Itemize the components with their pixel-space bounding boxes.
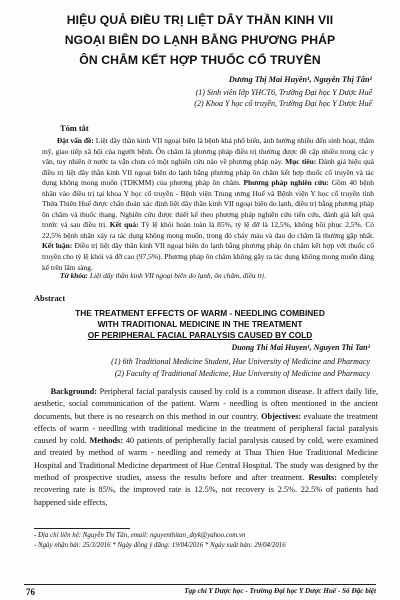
- affiliation-line: (2) Faculty of Traditional Medicine, Hue University of Medicine and Pharmacy: [114, 369, 370, 378]
- abstract-label: Kết quả:: [109, 220, 139, 230]
- english-abstract-heading: Abstract: [34, 294, 66, 303]
- english-title-line: WITH TRADITIONAL MEDICINE IN THE TREATMENT: [97, 319, 303, 330]
- english-title-line: OF PERIPHERAL FACIAL PARALYSIS CAUSED BY COLD: [87, 330, 313, 341]
- abstract-text: Đánh giá hiệu quả điều trị liệt dây thần kinh VII ngoại biên do lạnh bằng phương pháp ôn châm kết hợp thuốc cổ truyền và tác dụng không mong muốn (TDKMM) của phương pháp ôn châm.: [42, 157, 374, 188]
- english-abstract: [34, 386, 378, 509]
- abstract-text: Liệt dây thần kinh VII ngoại biên là bệnh khá phổ biến, ảnh hưởng nhiều đến sinh hoạt, thẩm mỹ, giao tiếp xã hội của người bệnh. Ôn châm là phương pháp điều trị thường được đề cập nhiều trong các y văn, tuy nhiên ở nước ta vẫn chưa có một nghiên cứu nào về phương pháp này.: [42, 136, 374, 167]
- abstract-label: Đặt vấn đề:: [56, 136, 94, 145]
- footer-divider: [24, 584, 376, 585]
- vietnamese-title-line: HIỆU QUẢ ĐIỀU TRỊ LIỆT DÂY THẦN KINH VII: [66, 13, 334, 27]
- abstract-label: Methods:: [89, 436, 124, 446]
- vietnamese-title-line: ÔN CHÂM KẾT HỢP THUỐC CỔ TRUYỀN: [79, 53, 321, 67]
- abstract-text: Điều trị liệt dây thần kinh VII ngoại biên do lạnh bằng phương pháp ôn châm kết hợp với thuốc cổ truyền cho tỷ lệ khỏi và đỡ cao (97,5%). Phương pháp ôn châm không gây ra tác dụng không mong muốn đáng kể trên lâm sàng.: [42, 241, 374, 272]
- vietnamese-affiliations: [112, 87, 372, 109]
- vietnamese-authors: Dương Thị Mai Huyền¹, Nguyễn Thị Tân²: [228, 75, 372, 84]
- page-number: 76: [26, 587, 35, 597]
- abstract-text: completely recovering rate is 85%, the improved rate is 12.5%, not recovery is 2.5%. 22.5% of patients had happened side effects,: [34, 473, 379, 507]
- abstract-text: evaluate the treatment effects of warm - needling with traditional medicine in the treatment of peripheral facial paralysis caused by cold.: [34, 411, 379, 446]
- affiliation-line: (1) Sinh viên lớp YHCT6, Trường Đại học Y Dược Huế: [195, 88, 372, 97]
- affiliation-line: (2) Khoa Y học cổ truyền, Trường Đại học Y Dược Huế: [194, 99, 372, 108]
- keywords-label: Từ khóa:: [60, 271, 89, 280]
- footnote-divider: [34, 528, 130, 529]
- footnote-dates: - Ngày nhận bài: 25/3/2016 * Ngày đồng ý đăng: 19/04/2016 * Ngày xuất bản: 29/04/2016: [34, 542, 286, 549]
- abstract-label: Mục tiêu:: [285, 157, 317, 167]
- abstract-label: Background:: [50, 387, 98, 396]
- vietnamese-abstract: [42, 136, 374, 273]
- vietnamese-abstract-heading: Tóm tắt: [60, 124, 89, 133]
- abstract-label: Objectives:: [261, 411, 302, 421]
- abstract-label: Results:: [308, 473, 338, 483]
- affiliation-line: (1) 6th Traditional Medicine Student, Hue University of Medicine and Pharmacy: [111, 357, 370, 366]
- english-title: [20, 308, 380, 342]
- abstract-label: Kết luận:: [42, 241, 73, 251]
- footnote-contact: - Địa chỉ liên hệ: Nguyễn Thị Tân, email: nguyenthitan_dtyk@yahoo.com.vn: [34, 532, 246, 539]
- english-title-line: THE TREATMENT EFFECTS OF WARM - NEEDLING COMBINED: [75, 308, 325, 318]
- journal-footer: Tạp chí Y Dược học - Trường Đại học Y Dược Huế - Số Đặc biệt: [184, 587, 376, 595]
- abstract-text: Gồm 40 bệnh nhân vào điều trị tại khoa Y học cổ truyền - Bệnh viện Trung ương Huế và Bệnh viện Y học cổ truyền tỉnh Thừa Thiên Huế được chẩn đoán xác định liệt dây thần kinh VII ngoại biên do lạnh, điều trị bằng phương pháp ôn châm và thuốc thang. Nghiên cứu được thiết kế theo phương pháp nghiên cứu tiến cứu, đánh giá kết quả trước và sau điều trị.: [42, 178, 374, 230]
- abstract-text: 40 patients of peripherally facial paralysis caused by cold, were examined and treated by method of warm - needling and remedy at Thua Thien Hue Traditional Medicine Hospital and Traditional Medicine department of Hue Central Hospital. The study was designed by the method of prospective studies, assess the results before and after treatment.: [34, 436, 378, 483]
- abstract-label: Phương pháp nghiên cứu:: [243, 178, 329, 188]
- english-affiliations: [40, 356, 370, 380]
- vietnamese-title-line: NGOẠI BIÊN DO LẠNH BẰNG PHƯƠNG PHÁP: [64, 33, 336, 47]
- abstract-text: Tỷ lệ khỏi hoàn toàn là 85%, tỷ lệ đỡ là 12,5%, không hồi phục 2,5%. Có 22,5% bệnh nhân xảy ra tác dụng không mong muốn, trong đó chảy máu và đau do châm là thường gặp nhất.: [42, 220, 375, 240]
- keywords-text: Liệt dây thần kinh VII ngoại biên do lạnh, ôn châm, điều trị.: [88, 271, 267, 280]
- english-authors: Duong Thi Mai Huyen¹, Nguyen Thi Tan²: [231, 343, 370, 352]
- vietnamese-keywords: [60, 271, 380, 280]
- vietnamese-title: [0, 10, 400, 70]
- abstract-text: Peripheral facial paralysis caused by cold is a common disease. It affect daily life, aesthetic, social communication of the patient. Warm - needling is often mentioned in the ancient documents, but there is no research on this method in our country.: [34, 387, 378, 421]
